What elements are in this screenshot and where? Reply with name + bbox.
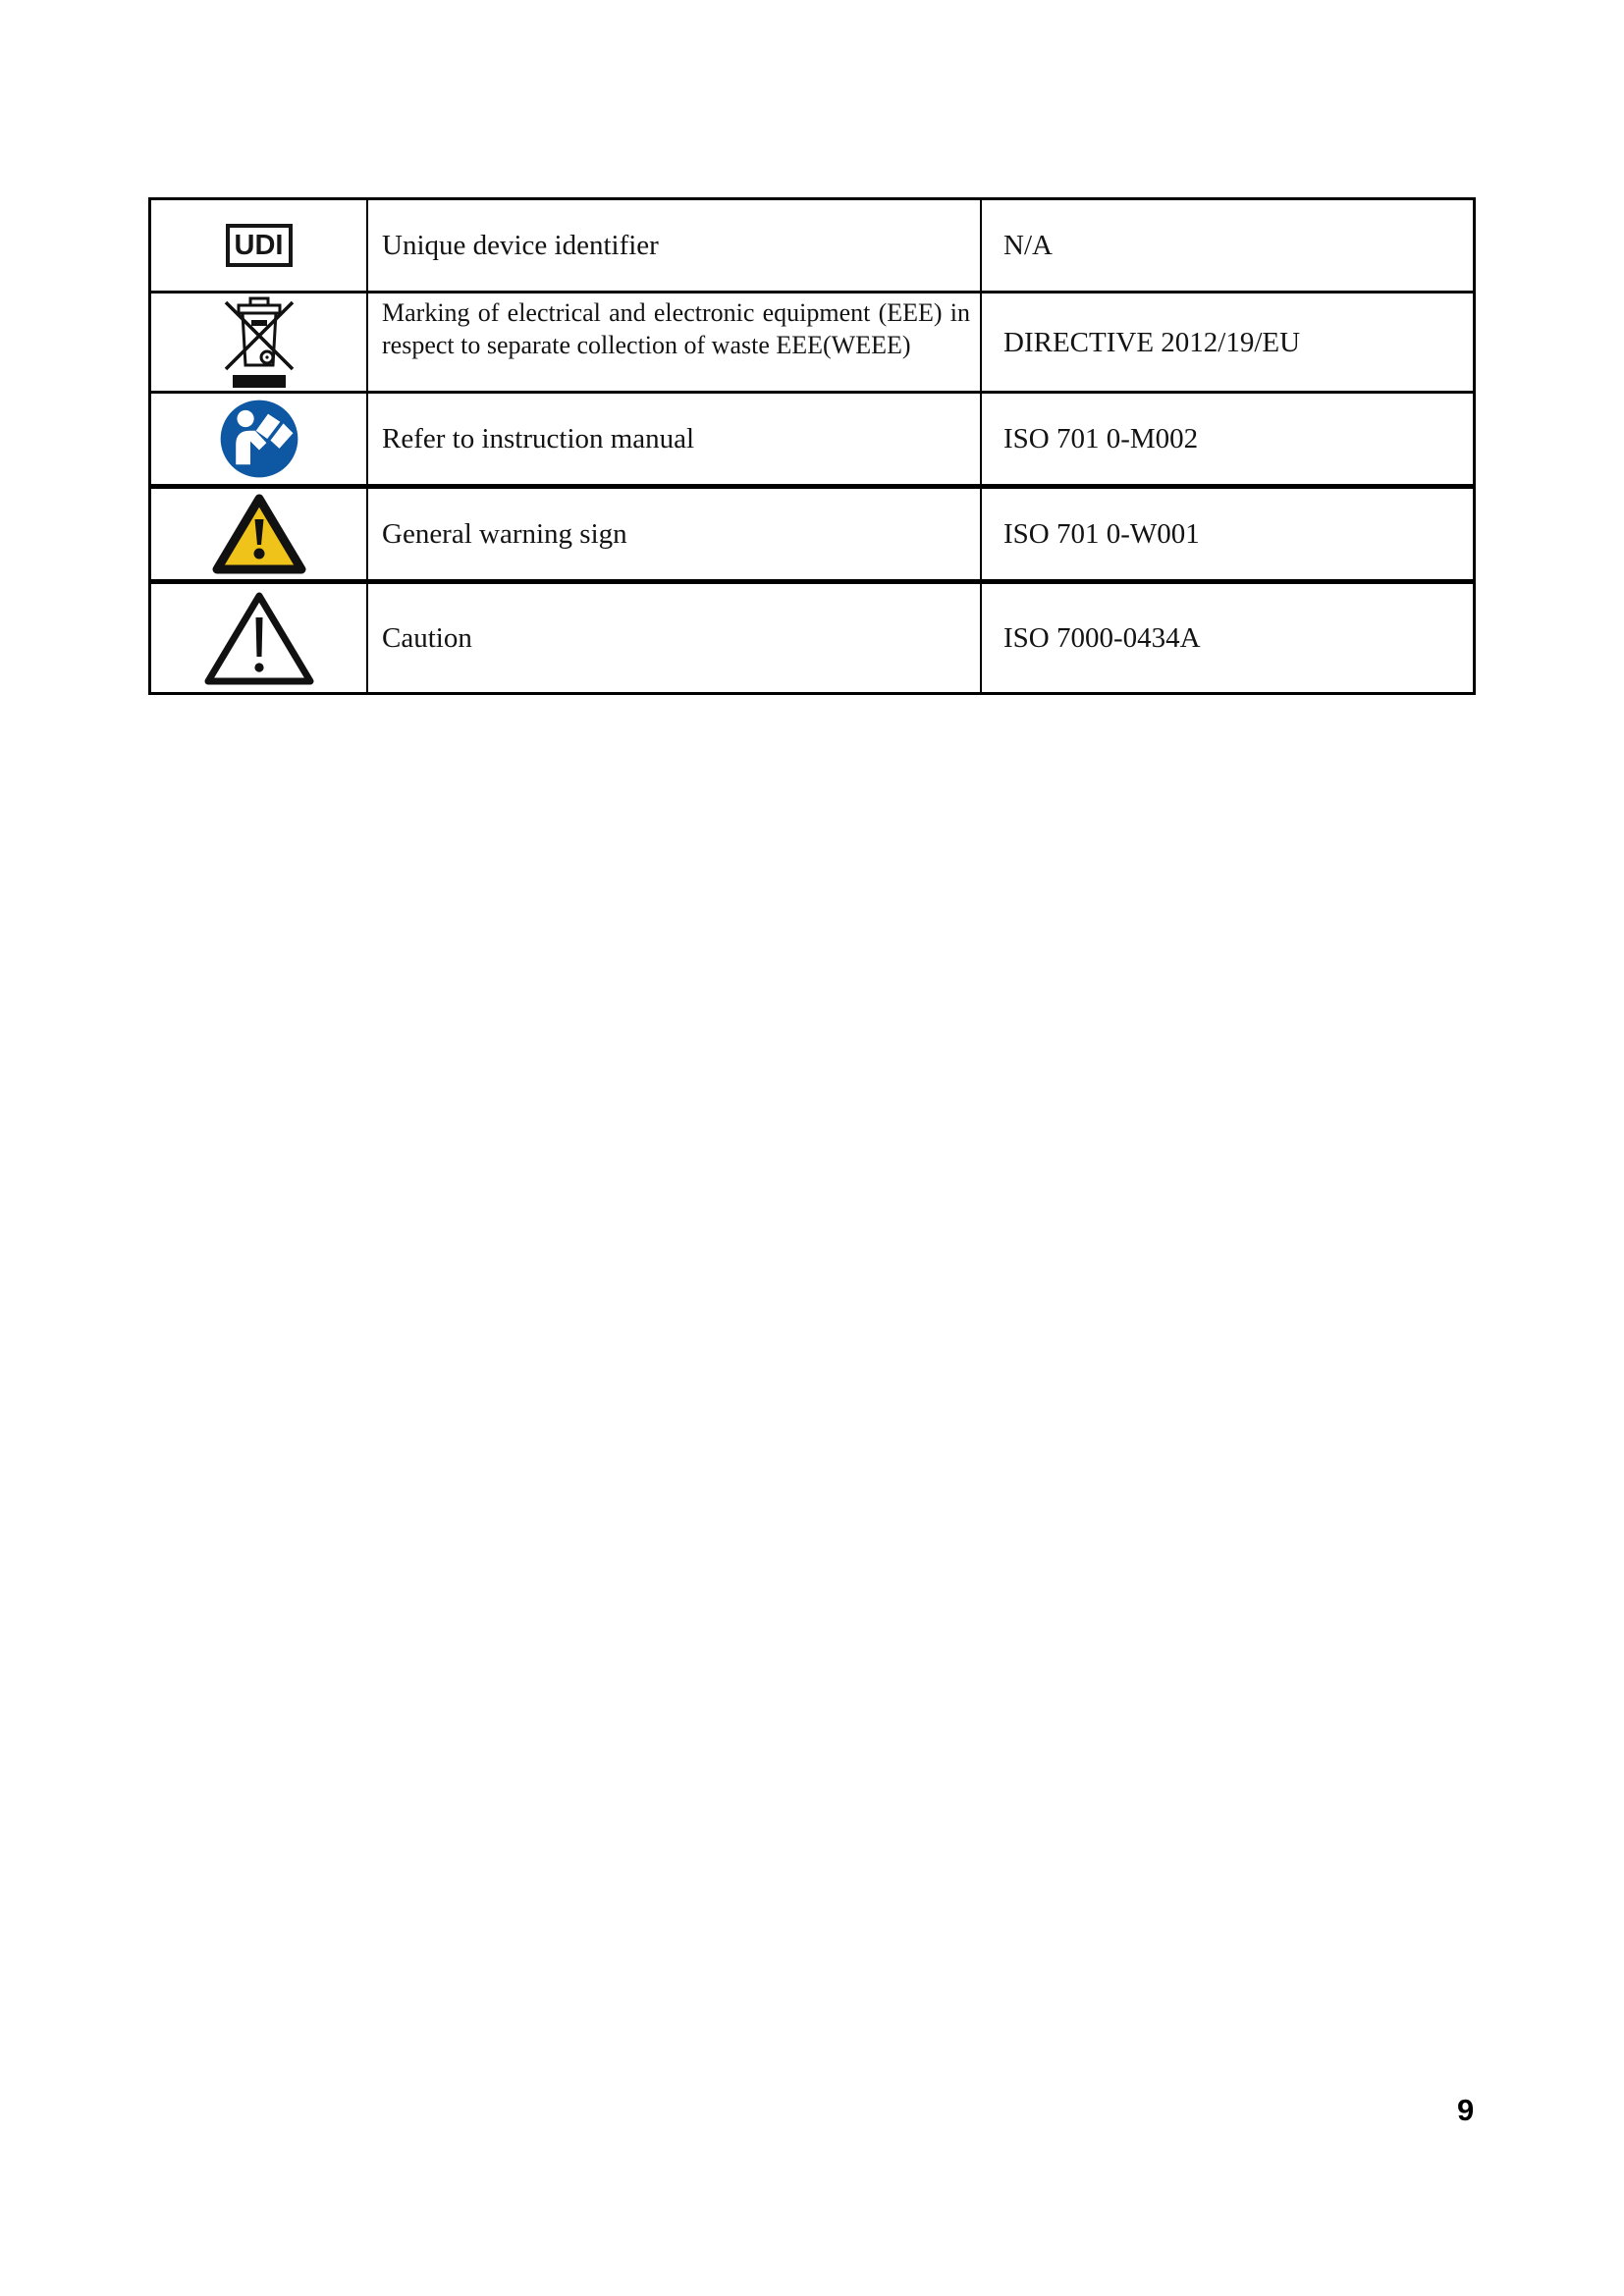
description-text: Unique device identifier bbox=[382, 230, 659, 261]
description-text: Refer to instruction manual bbox=[382, 423, 695, 454]
caution-icon bbox=[201, 588, 317, 688]
udi-icon bbox=[226, 224, 293, 267]
description-text: General warning sign bbox=[382, 518, 627, 550]
table-cell-symbol-udi bbox=[151, 200, 368, 294]
table-cell-description bbox=[368, 294, 982, 394]
description-text: Marking of electrical and electronic equipment (EEE) in respect to separate collection of waste EEE(WEEE) bbox=[382, 298, 970, 359]
symbols-table bbox=[148, 197, 1476, 695]
reference-text: ISO 7000-0434A bbox=[1003, 622, 1201, 654]
weee-crossed-out-wheelie-bin-icon bbox=[222, 296, 297, 389]
table-cell-symbol-weee bbox=[151, 294, 368, 394]
table-cell-symbol-caution bbox=[151, 584, 368, 692]
reference-text: ISO 701 0-W001 bbox=[1003, 518, 1200, 550]
table-cell-reference bbox=[982, 489, 1473, 584]
table-cell-reference bbox=[982, 394, 1473, 489]
page-number: 9 bbox=[1457, 2093, 1475, 2127]
reference-text: DIRECTIVE 2012/19/EU bbox=[1003, 326, 1301, 358]
table-cell-description bbox=[368, 489, 982, 584]
table-cell-reference bbox=[982, 294, 1473, 394]
table-cell-reference bbox=[982, 200, 1473, 294]
table-cell-symbol-manual bbox=[151, 394, 368, 489]
description-text: Caution bbox=[382, 622, 472, 654]
reference-text: N/A bbox=[1003, 230, 1053, 261]
general-warning-icon bbox=[211, 492, 307, 576]
table-cell-symbol-warning bbox=[151, 489, 368, 584]
table-cell-description bbox=[368, 394, 982, 489]
table-cell-description bbox=[368, 200, 982, 294]
table-cell-reference bbox=[982, 584, 1473, 692]
table-cell-description bbox=[368, 584, 982, 692]
udi-icon-text: UDI bbox=[234, 229, 284, 261]
refer-to-instruction-manual-icon bbox=[219, 399, 299, 479]
reference-text: ISO 701 0-M002 bbox=[1003, 423, 1199, 454]
